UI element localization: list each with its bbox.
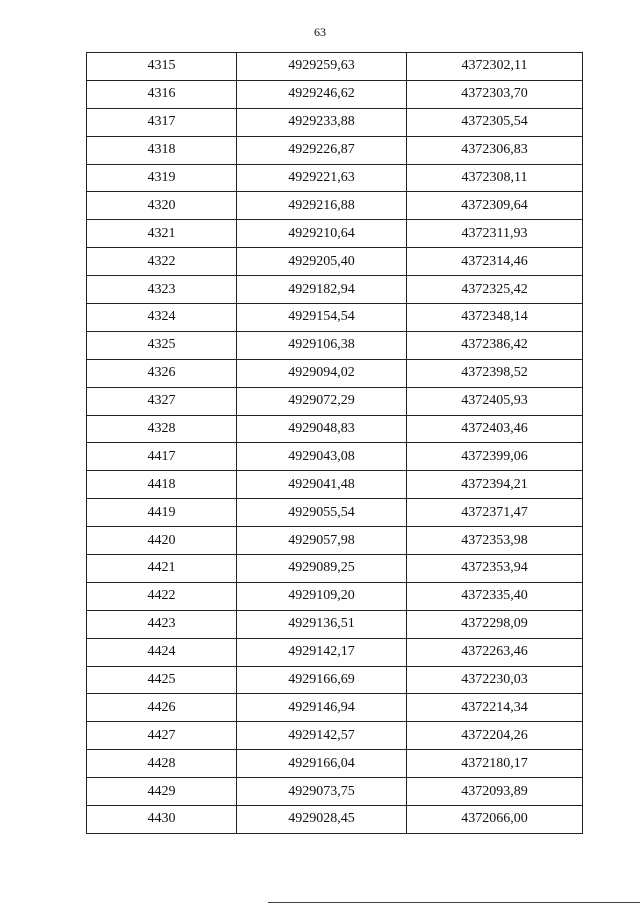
point-number-cell: 4423 [87, 610, 237, 638]
table-row [87, 80, 583, 108]
y-coordinate-cell: 4372394,21 [407, 471, 583, 499]
y-coordinate-cell: 4372371,47 [407, 499, 583, 527]
table-row [87, 136, 583, 164]
table-row [87, 331, 583, 359]
point-number-cell: 4426 [87, 694, 237, 722]
x-coordinate-cell: 4929210,64 [237, 220, 407, 248]
point-number-cell: 4429 [87, 778, 237, 806]
point-number-cell: 4319 [87, 164, 237, 192]
x-coordinate-cell: 4929142,57 [237, 722, 407, 750]
y-coordinate-cell: 4372308,11 [407, 164, 583, 192]
page-number: 63 [314, 25, 326, 39]
point-number-cell: 4430 [87, 806, 237, 834]
y-coordinate-cell: 4372335,40 [407, 582, 583, 610]
x-coordinate-cell: 4929154,54 [237, 304, 407, 332]
y-coordinate-cell: 4372302,11 [407, 53, 583, 81]
y-coordinate-cell: 4372230,03 [407, 666, 583, 694]
x-coordinate-cell: 4929073,75 [237, 778, 407, 806]
point-number-cell: 4417 [87, 443, 237, 471]
table-row [87, 555, 583, 583]
y-coordinate-cell: 4372263,46 [407, 638, 583, 666]
x-coordinate-cell: 4929072,29 [237, 387, 407, 415]
point-number-cell: 4428 [87, 750, 237, 778]
table-row [87, 276, 583, 304]
point-number-cell: 4328 [87, 415, 237, 443]
point-number-cell: 4316 [87, 80, 237, 108]
y-coordinate-cell: 4372214,34 [407, 694, 583, 722]
y-coordinate-cell: 4372398,52 [407, 359, 583, 387]
y-coordinate-cell: 4372093,89 [407, 778, 583, 806]
point-number-cell: 4425 [87, 666, 237, 694]
coordinates-table-container [86, 52, 582, 834]
table-row [87, 694, 583, 722]
coordinates-table [86, 52, 583, 834]
point-number-cell: 4424 [87, 638, 237, 666]
page-bottom-rule [268, 902, 640, 903]
table-row [87, 443, 583, 471]
table-row [87, 806, 583, 834]
table-row [87, 192, 583, 220]
y-coordinate-cell: 4372204,26 [407, 722, 583, 750]
point-number-cell: 4322 [87, 248, 237, 276]
x-coordinate-cell: 4929028,45 [237, 806, 407, 834]
point-number-cell: 4418 [87, 471, 237, 499]
y-coordinate-cell: 4372348,14 [407, 304, 583, 332]
x-coordinate-cell: 4929106,38 [237, 331, 407, 359]
y-coordinate-cell: 4372306,83 [407, 136, 583, 164]
point-number-cell: 4325 [87, 331, 237, 359]
point-number-cell: 4320 [87, 192, 237, 220]
point-number-cell: 4427 [87, 722, 237, 750]
table-row [87, 722, 583, 750]
x-coordinate-cell: 4929146,94 [237, 694, 407, 722]
table-row [87, 359, 583, 387]
table-row [87, 610, 583, 638]
x-coordinate-cell: 4929094,02 [237, 359, 407, 387]
point-number-cell: 4323 [87, 276, 237, 304]
x-coordinate-cell: 4929221,63 [237, 164, 407, 192]
table-row [87, 164, 583, 192]
y-coordinate-cell: 4372180,17 [407, 750, 583, 778]
x-coordinate-cell: 4929142,17 [237, 638, 407, 666]
table-row [87, 387, 583, 415]
point-number-cell: 4420 [87, 527, 237, 555]
x-coordinate-cell: 4929055,54 [237, 499, 407, 527]
table-row [87, 108, 583, 136]
x-coordinate-cell: 4929259,63 [237, 53, 407, 81]
y-coordinate-cell: 4372066,00 [407, 806, 583, 834]
table-row [87, 471, 583, 499]
table-row [87, 499, 583, 527]
y-coordinate-cell: 4372309,64 [407, 192, 583, 220]
x-coordinate-cell: 4929041,48 [237, 471, 407, 499]
table-row [87, 220, 583, 248]
y-coordinate-cell: 4372399,06 [407, 443, 583, 471]
x-coordinate-cell: 4929166,04 [237, 750, 407, 778]
point-number-cell: 4315 [87, 53, 237, 81]
point-number-cell: 4321 [87, 220, 237, 248]
x-coordinate-cell: 4929136,51 [237, 610, 407, 638]
y-coordinate-cell: 4372303,70 [407, 80, 583, 108]
point-number-cell: 4419 [87, 499, 237, 527]
y-coordinate-cell: 4372311,93 [407, 220, 583, 248]
point-number-cell: 4318 [87, 136, 237, 164]
x-coordinate-cell: 4929205,40 [237, 248, 407, 276]
x-coordinate-cell: 4929216,88 [237, 192, 407, 220]
y-coordinate-cell: 4372405,93 [407, 387, 583, 415]
x-coordinate-cell: 4929182,94 [237, 276, 407, 304]
x-coordinate-cell: 4929233,88 [237, 108, 407, 136]
point-number-cell: 4326 [87, 359, 237, 387]
table-row [87, 750, 583, 778]
y-coordinate-cell: 4372353,98 [407, 527, 583, 555]
y-coordinate-cell: 4372353,94 [407, 555, 583, 583]
coordinates-table-body [87, 53, 583, 834]
x-coordinate-cell: 4929057,98 [237, 527, 407, 555]
table-row [87, 415, 583, 443]
x-coordinate-cell: 4929043,08 [237, 443, 407, 471]
y-coordinate-cell: 4372403,46 [407, 415, 583, 443]
x-coordinate-cell: 4929048,83 [237, 415, 407, 443]
table-row [87, 53, 583, 81]
point-number-cell: 4421 [87, 555, 237, 583]
point-number-cell: 4324 [87, 304, 237, 332]
x-coordinate-cell: 4929226,87 [237, 136, 407, 164]
table-row [87, 248, 583, 276]
table-row [87, 527, 583, 555]
table-row [87, 304, 583, 332]
y-coordinate-cell: 4372305,54 [407, 108, 583, 136]
x-coordinate-cell: 4929089,25 [237, 555, 407, 583]
table-row [87, 638, 583, 666]
x-coordinate-cell: 4929246,62 [237, 80, 407, 108]
point-number-cell: 4422 [87, 582, 237, 610]
point-number-cell: 4327 [87, 387, 237, 415]
x-coordinate-cell: 4929166,69 [237, 666, 407, 694]
x-coordinate-cell: 4929109,20 [237, 582, 407, 610]
table-row [87, 666, 583, 694]
y-coordinate-cell: 4372314,46 [407, 248, 583, 276]
table-row [87, 778, 583, 806]
y-coordinate-cell: 4372298,09 [407, 610, 583, 638]
y-coordinate-cell: 4372325,42 [407, 276, 583, 304]
y-coordinate-cell: 4372386,42 [407, 331, 583, 359]
point-number-cell: 4317 [87, 108, 237, 136]
table-row [87, 582, 583, 610]
